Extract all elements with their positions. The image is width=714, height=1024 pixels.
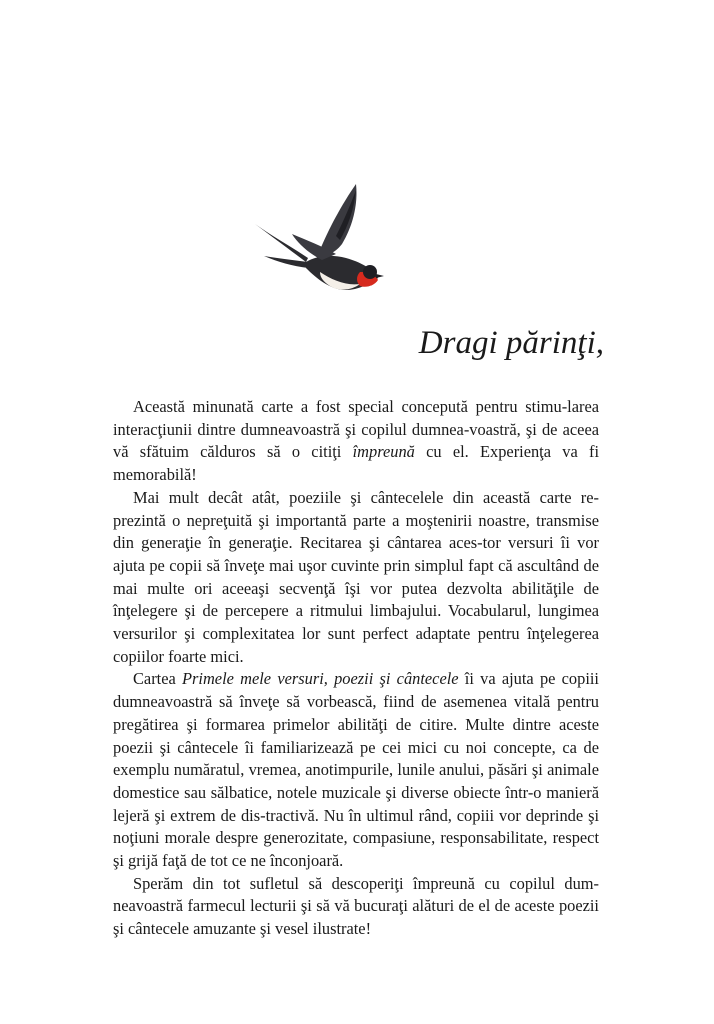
swallow-head [363, 265, 377, 279]
swallow-beak [376, 274, 384, 278]
page-title: Dragi părinţi, [418, 325, 604, 361]
paragraph-3: Cartea Primele mele versuri, poezii şi cântecele îi va ajuta pe copiii dumneavoastră să înveţe să vorbească, fiind de asemenea vitală pentru pregătirea şi formarea primelor abilităţi de citire. Multe dintre aceste poezii şi cântecele îi familiarizează pe cei mici cu noi concepte, ca de exemplu număratul, vremea, anotimpurile, lunile anului, păsări şi animale domestice sau sălbatice, notele muzicale şi diverse obiecte într-o manieră lejeră şi extrem de dis-tractivă. Nu în ultimul rând, copiii vor deprinde şi noţiuni morale despre generozitate, compasiune, responsabilitate, respect şi grijă faţă de tot ce ne înconjoară. [113, 669, 599, 871]
swallow-icon [250, 180, 390, 300]
paragraph-1: Această minunată carte a fost special concepută pentru stimu-larea interacţiunii dintre dumneavoastră şi copilul dumnea-voastră, şi de aceea vă sfătuim călduros să o citiţi împreună cu el. Experienţa va fi memorabilă! [113, 397, 600, 485]
swallow-wing-back [320, 184, 356, 256]
paragraph-4: Sperăm din tot sufletul să descoperiţi împreună cu copilul dum-neavoastră farmecul lecturii şi să vă bucuraţi alături de el de aceste poezii şi cântecele amuzante şi vesel ilustrate! [113, 873, 599, 939]
intro-text [113, 396, 599, 941]
paragraph-2: Mai mult decât atât, poeziile şi cântecelele din această carte re-prezintă o nepreţuită şi importantă parte a moştenirii noastre, transmise din generaţie în generaţie. Recitarea şi cântarea aces-tor versuri îi vor ajuta pe copii să înveţe mai uşor cuvinte prin simplul fapt că ascultând de mai multe ori aceeaşi secvenţă îşi vor putea dezvolta abilităţile de înţelegere şi de percepere a ritmului limbajului. Vocabularul, lungimea versurilor şi complexitatea lor sunt perfect adaptate pentru înţelegerea copiilor foarte mici. [113, 487, 599, 666]
